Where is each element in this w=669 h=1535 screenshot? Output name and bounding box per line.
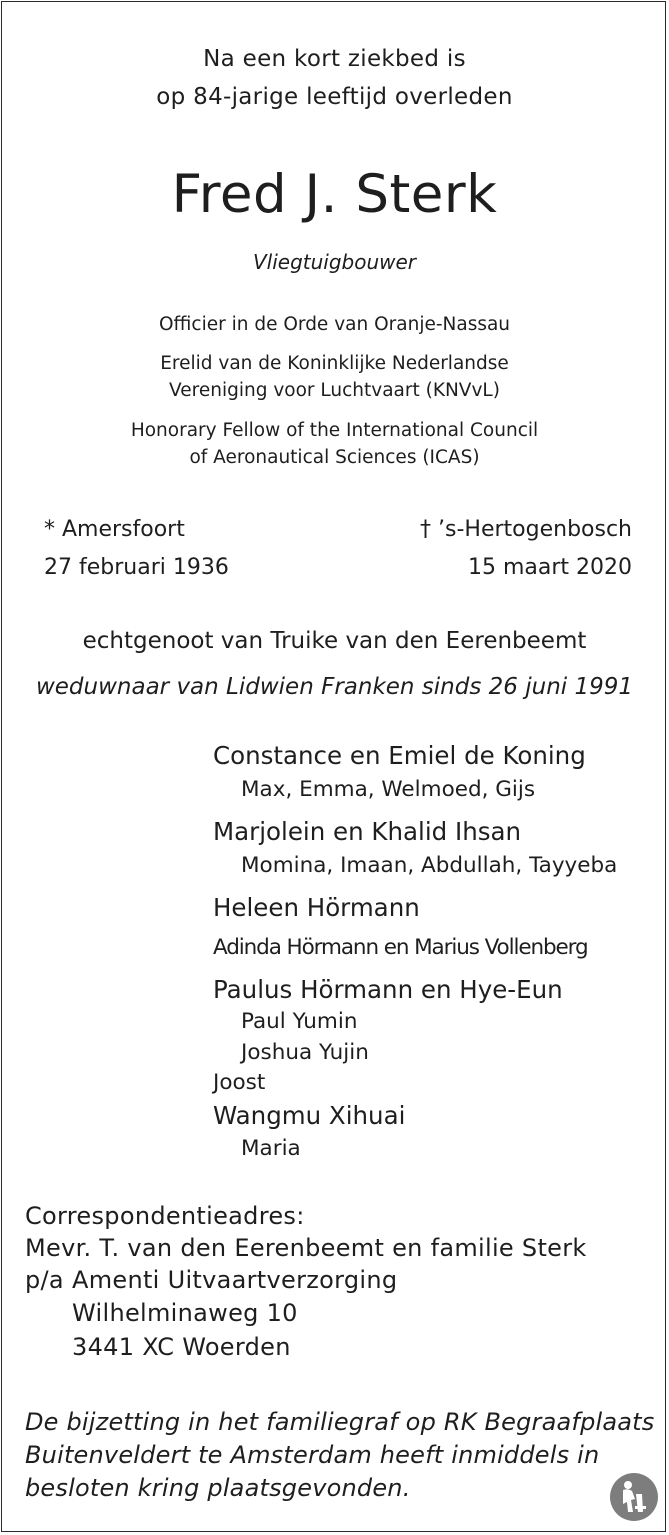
widower-line: weduwnaar van Lidwien Franken sinds 26 juni 1991 <box>35 674 634 700</box>
address-line: Mevr. T. van den Eerenbeemt en familie Sterk <box>25 1234 587 1262</box>
grandchildren: Paul Yumin <box>241 1009 358 1034</box>
honor-line: Erelid van de Koninklijke Nederlandse <box>160 353 509 374</box>
memorial-logo-icon <box>609 1472 659 1522</box>
address-care-of: p/a <box>25 1266 64 1294</box>
grandchildren: Joost <box>213 1070 266 1095</box>
address-line: 3441 XC Woerden <box>72 1333 291 1361</box>
honor-line: Officier in de Orde van Oranje-Nassau <box>158 314 511 335</box>
death-date: 15 maart 2020 <box>467 555 632 580</box>
family-member: Heleen Hörmann <box>213 893 420 922</box>
address-heading: Correspondentieadres: <box>25 1202 305 1230</box>
honor-line: Honorary Fellow of the International Council <box>130 420 539 441</box>
grandchildren: Joshua Yujin <box>241 1040 369 1065</box>
grandchildren: Max, Emma, Welmoed, Gijs <box>241 777 536 802</box>
grandchildren: Momina, Imaan, Abdullah, Tayyeba <box>241 853 618 878</box>
profession: Vliegtuigbouwer <box>252 250 417 274</box>
honor-line: of Aeronautical Sciences (ICAS) <box>189 447 480 468</box>
grandchildren: Maria <box>241 1136 301 1161</box>
family-member: Paulus Hörmann en Hye-Eun <box>213 975 563 1004</box>
burial-line: Buitenveldert te Amsterdam heeft inmiddels in <box>25 1441 600 1469</box>
address-line: Amenti Uitvaartverzorging <box>72 1266 398 1294</box>
family-member: Constance en Emiel de Koning <box>213 741 586 770</box>
burial-line: De bijzetting in het familiegraf op RK Begraafplaats <box>25 1408 655 1436</box>
family-member: Adinda Hörmann en Marius Vollenberg <box>213 935 588 960</box>
honor-line: Vereniging voor Luchtvaart (KNVvL) <box>169 380 500 401</box>
death-place: † ’s-Hertogenbosch <box>420 517 632 542</box>
deceased-name: Fred J. Sterk <box>171 164 498 225</box>
intro-line-2: op 84-jarige leeftijd overleden <box>156 84 513 110</box>
intro-line-1: Na een kort ziekbed is <box>203 46 466 72</box>
family-member: Wangmu Xihuai <box>213 1101 406 1130</box>
birth-date: 27 februari 1936 <box>44 555 229 580</box>
family-member: Marjolein en Khalid Ihsan <box>213 817 522 846</box>
address-line: Wilhelminaweg 10 <box>72 1299 298 1327</box>
burial-line: besloten kring plaatsgevonden. <box>25 1474 411 1502</box>
birth-place: * Amersfoort <box>44 517 185 542</box>
spouse-line: echtgenoot van Truike van den Eerenbeemt <box>82 628 587 654</box>
